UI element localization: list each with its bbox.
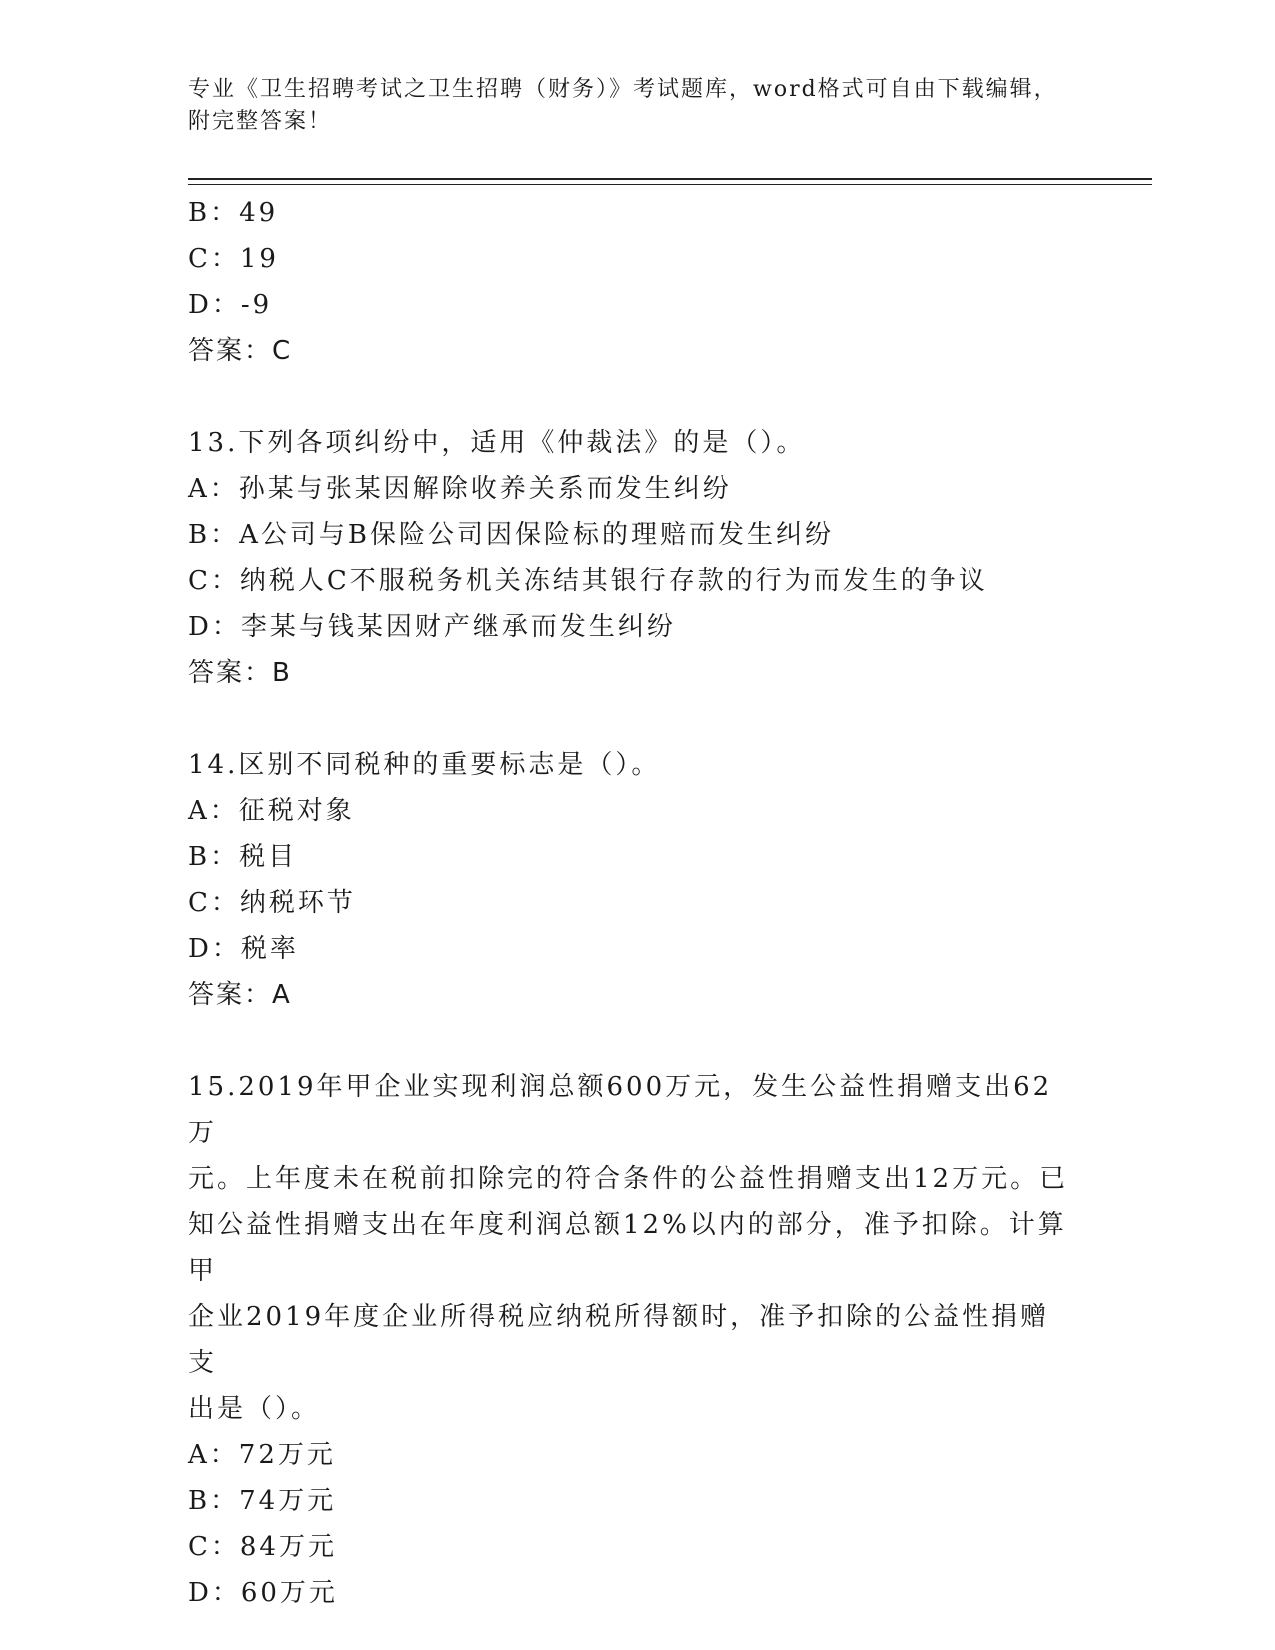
question-stem-line: 15.2019年甲企业实现利润总额600万元，发生公益性捐赠支出62万 xyxy=(188,1072,1053,1148)
option-b: B：74万元 xyxy=(188,1486,337,1516)
option-b: B：税目 xyxy=(188,842,298,872)
question-12 xyxy=(188,190,1078,374)
question-15 xyxy=(188,1064,1078,1616)
header-divider xyxy=(188,178,1152,180)
question-13 xyxy=(188,420,1078,696)
spacer xyxy=(188,696,1078,742)
option-a: A：征税对象 xyxy=(188,796,355,826)
option-c: C：84万元 xyxy=(188,1532,337,1562)
header-divider-thin xyxy=(188,184,1152,185)
question-stem-line: 元。上年度未在税前扣除完的符合条件的公益性捐赠支出12万元。已 xyxy=(188,1164,1069,1194)
answer: 答案：A xyxy=(188,980,292,1010)
option-c: C：纳税环节 xyxy=(188,888,356,918)
option-d: D：60万元 xyxy=(188,1578,338,1608)
spacer xyxy=(188,1018,1078,1064)
answer: 答案：C xyxy=(188,336,293,366)
option-d: D：李某与钱某因财产继承而发生纠纷 xyxy=(188,612,676,642)
question-content xyxy=(188,190,1078,1616)
question-14 xyxy=(188,742,1078,1018)
question-stem-line: 企业2019年度企业所得税应纳税所得额时，准予扣除的公益性捐赠支 xyxy=(188,1302,1050,1378)
option-d: D：税率 xyxy=(188,934,299,964)
option-b: B：A公司与B保险公司因保险标的理赔而发生纠纷 xyxy=(188,520,834,550)
question-stem: 13.下列各项纠纷中，适用《仲裁法》的是（）。 xyxy=(188,428,806,458)
page-header: 专业《卫生招聘考试之卫生招聘（财务）》考试题库，word格式可自由下载编辑，附完整答案！ xyxy=(188,77,1058,134)
option-b: B：49 xyxy=(188,198,279,228)
answer: 答案：B xyxy=(188,658,292,688)
question-stem-line: 知公益性捐赠支出在年度利润总额12%以内的部分，准予扣除。计算甲 xyxy=(188,1210,1067,1286)
option-a: A：72万元 xyxy=(188,1440,336,1470)
spacer xyxy=(188,374,1078,420)
option-c: C：19 xyxy=(188,244,279,274)
option-d: D：-9 xyxy=(188,290,273,320)
question-stem: 14.区别不同税种的重要标志是（）。 xyxy=(188,750,661,780)
option-c: C：纳税人C不服税务机关冻结其银行存款的行为而发生的争议 xyxy=(188,566,988,596)
option-a: A：孙某与张某因解除收养关系而发生纠纷 xyxy=(188,474,732,504)
question-stem-line: 出是（）。 xyxy=(188,1394,321,1424)
